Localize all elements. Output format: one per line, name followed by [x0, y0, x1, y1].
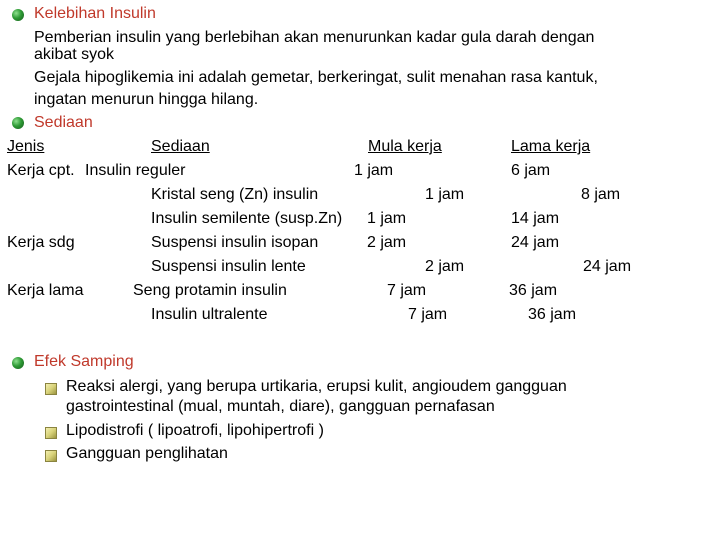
table-cell-jenis: Kerja cpt.	[7, 162, 75, 179]
section-title-sediaan: Sediaan	[34, 114, 93, 131]
table-cell-mula: 1 jam	[367, 210, 407, 227]
table-cell-sediaan: Seng protamin insulin	[133, 282, 287, 299]
list-item-line: Lipodistrofi ( lipoatrofi, lipohipertrofi )	[66, 422, 324, 439]
paragraph-line: Gejala hipoglikemia ini adalah gemetar, berkeringat, sulit menahan rasa kantuk,	[34, 69, 598, 86]
square-bullet-icon	[45, 427, 57, 439]
square-bullet-icon	[45, 450, 57, 462]
table-cell-jenis: Kerja lama	[7, 282, 84, 299]
green-bullet-icon	[12, 117, 24, 129]
list-item-line: Gangguan penglihatan	[66, 445, 228, 462]
table-header-sediaan: Sediaan	[151, 138, 210, 155]
section-title-efek-samping: Efek Samping	[34, 353, 134, 370]
table-cell-sediaan: Insulin semilente (susp.Zn)	[151, 210, 343, 227]
section-title-kelebihan: Kelebihan Insulin	[34, 5, 156, 22]
table-cell-mula: 2 jam	[425, 258, 465, 275]
table-cell-lama: 14 jam	[511, 210, 560, 227]
paragraph-line: Pemberian insulin yang berlebihan akan menurunkan kadar gula darah dengan	[34, 29, 595, 46]
list-item-line: gastrointestinal (mual, muntah, diare), gangguan pernafasan	[66, 398, 495, 415]
table-cell-mula: 7 jam	[408, 306, 448, 323]
table-cell-sediaan: Insulin reguler	[85, 162, 186, 179]
table-cell-mula: 1 jam	[425, 186, 465, 203]
green-bullet-icon	[12, 357, 24, 369]
table-header-lama-kerja: Lama kerja	[511, 138, 591, 155]
table-header-jenis: Jenis	[7, 138, 45, 155]
table-cell-sediaan: Kristal seng (Zn) insulin	[151, 186, 319, 203]
table-header-mula-kerja: Mula kerja	[368, 138, 442, 155]
table-cell-lama: 24 jam	[511, 234, 560, 251]
table-cell-lama: 6 jam	[511, 162, 551, 179]
table-cell-sediaan: Suspensi insulin isopan	[151, 234, 319, 251]
table-cell-sediaan: Suspensi insulin lente	[151, 258, 306, 275]
table-cell-lama: 8 jam	[581, 186, 621, 203]
table-cell-mula: 7 jam	[387, 282, 427, 299]
table-cell-lama: 36 jam	[509, 282, 558, 299]
paragraph-line: ingatan menurun hingga hilang.	[34, 91, 259, 108]
green-bullet-icon	[12, 9, 24, 21]
list-item-line: Reaksi alergi, yang berupa urtikaria, erupsi kulit, angioudem gangguan	[66, 378, 567, 395]
table-cell-mula: 2 jam	[367, 234, 407, 251]
table-cell-lama: 24 jam	[583, 258, 632, 275]
table-cell-sediaan: Insulin ultralente	[151, 306, 268, 323]
table-cell-lama: 36 jam	[528, 306, 577, 323]
square-bullet-icon	[45, 383, 57, 395]
table-cell-mula: 1 jam	[354, 162, 394, 179]
paragraph-line: akibat syok	[34, 46, 115, 63]
table-cell-jenis: Kerja sdg	[7, 234, 75, 251]
